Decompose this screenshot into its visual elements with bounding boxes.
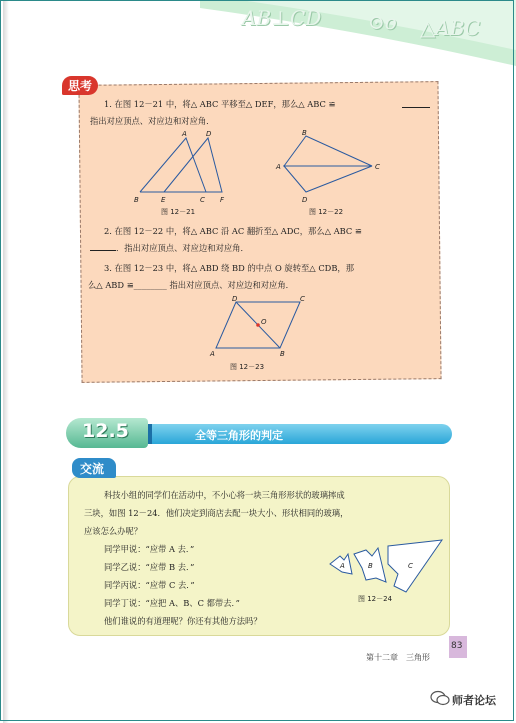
question-3-line-2: 么△ ABD ≌________ 指出对应顶点、对应边和对应角． xyxy=(88,280,294,290)
fig21-label-d: D xyxy=(206,130,212,138)
exchange-question: 他们谁说的有道理呢？你还有其他方法吗？ xyxy=(104,616,262,626)
question-1-line-2: 指出对应顶点、对应边和对应角． xyxy=(90,116,215,126)
question-2-line-2: ．指出对应顶点、对应边和对应角． xyxy=(116,243,249,253)
fig24-label-c: C xyxy=(408,562,413,570)
header-decor-text: AB⊥CD xyxy=(242,6,322,30)
section-title: 全等三角形的判定 xyxy=(195,429,283,442)
fig22-label-b: B xyxy=(302,129,307,137)
fig24-label-a: A xyxy=(340,562,345,570)
fig22-label-a: A xyxy=(276,163,281,171)
student-statement: 同学丁说：“应把 A、B、C 都带去．” xyxy=(104,598,240,608)
figure-12-21-caption: 图 12－21 xyxy=(161,208,196,216)
fig21-label-b: B xyxy=(134,196,139,204)
fig21-label-e: E xyxy=(161,196,166,204)
fig22-label-d: D xyxy=(302,196,308,204)
page-number: 83 xyxy=(451,641,463,651)
fig21-label-a: A xyxy=(182,130,187,138)
fig23-label-d: D xyxy=(232,295,238,303)
student-statement: 同学丙说：“应带 C 去．” xyxy=(104,580,195,590)
fig23-label-c: C xyxy=(300,295,305,303)
question-3-line-1: 3. 在图 12－23 中，将△ ABD 绕 BD 的中点 O 旋转至△ CDB，那 xyxy=(104,263,355,273)
student-statement: 同学甲说：“应带 A 去．” xyxy=(104,544,195,554)
fig23-label-o: O xyxy=(261,318,267,326)
question-2-line-1: 2. 在图 12－22 中，将△ ABC 沿 AC 翻折至△ ADC，那么△ ABC ≌ xyxy=(104,226,362,236)
figure-12-22-caption: 图 12－22 xyxy=(309,208,344,216)
fig21-label-c: C xyxy=(200,196,205,204)
section-number: 12.5 xyxy=(82,420,129,442)
think-tag: 思考 xyxy=(62,76,98,95)
fig22-label-c: C xyxy=(375,163,380,171)
fig23-label-b: B xyxy=(280,350,285,358)
header-decor-text: ⊙o xyxy=(368,10,397,34)
figure-12-24-caption: 图 12－24 xyxy=(358,595,393,603)
chapter-label: 第十二章 三角形 xyxy=(366,653,430,662)
exchange-tag-label: 交流 xyxy=(80,462,105,476)
figure-12-23-caption: 图 12－23 xyxy=(230,363,265,371)
exchange-paragraph-line-1: 科技小组的同学们在活动中，不小心将一块三角形形状的玻璃摔成 xyxy=(104,490,345,500)
fig24-label-b: B xyxy=(368,562,373,570)
watermark: 师者论坛 xyxy=(452,694,496,707)
student-statement: 同学乙说：“应带 B 去．” xyxy=(104,562,195,572)
header-decor-text: △ABC xyxy=(420,16,481,40)
question-1-line-1: 1. 在图 12－21 中，将△ ABC 平移至△ DEF，那么△ ABC ≌ xyxy=(104,99,336,109)
exchange-paragraph-line-2: 三块，如图 12－24．他们决定到商店去配一块大小、形状相同的玻璃， xyxy=(84,508,349,518)
fig23-label-a: A xyxy=(210,350,215,358)
exchange-paragraph-line-3: 应该怎么办呢？ xyxy=(84,526,143,536)
fig21-label-f: F xyxy=(220,196,225,204)
